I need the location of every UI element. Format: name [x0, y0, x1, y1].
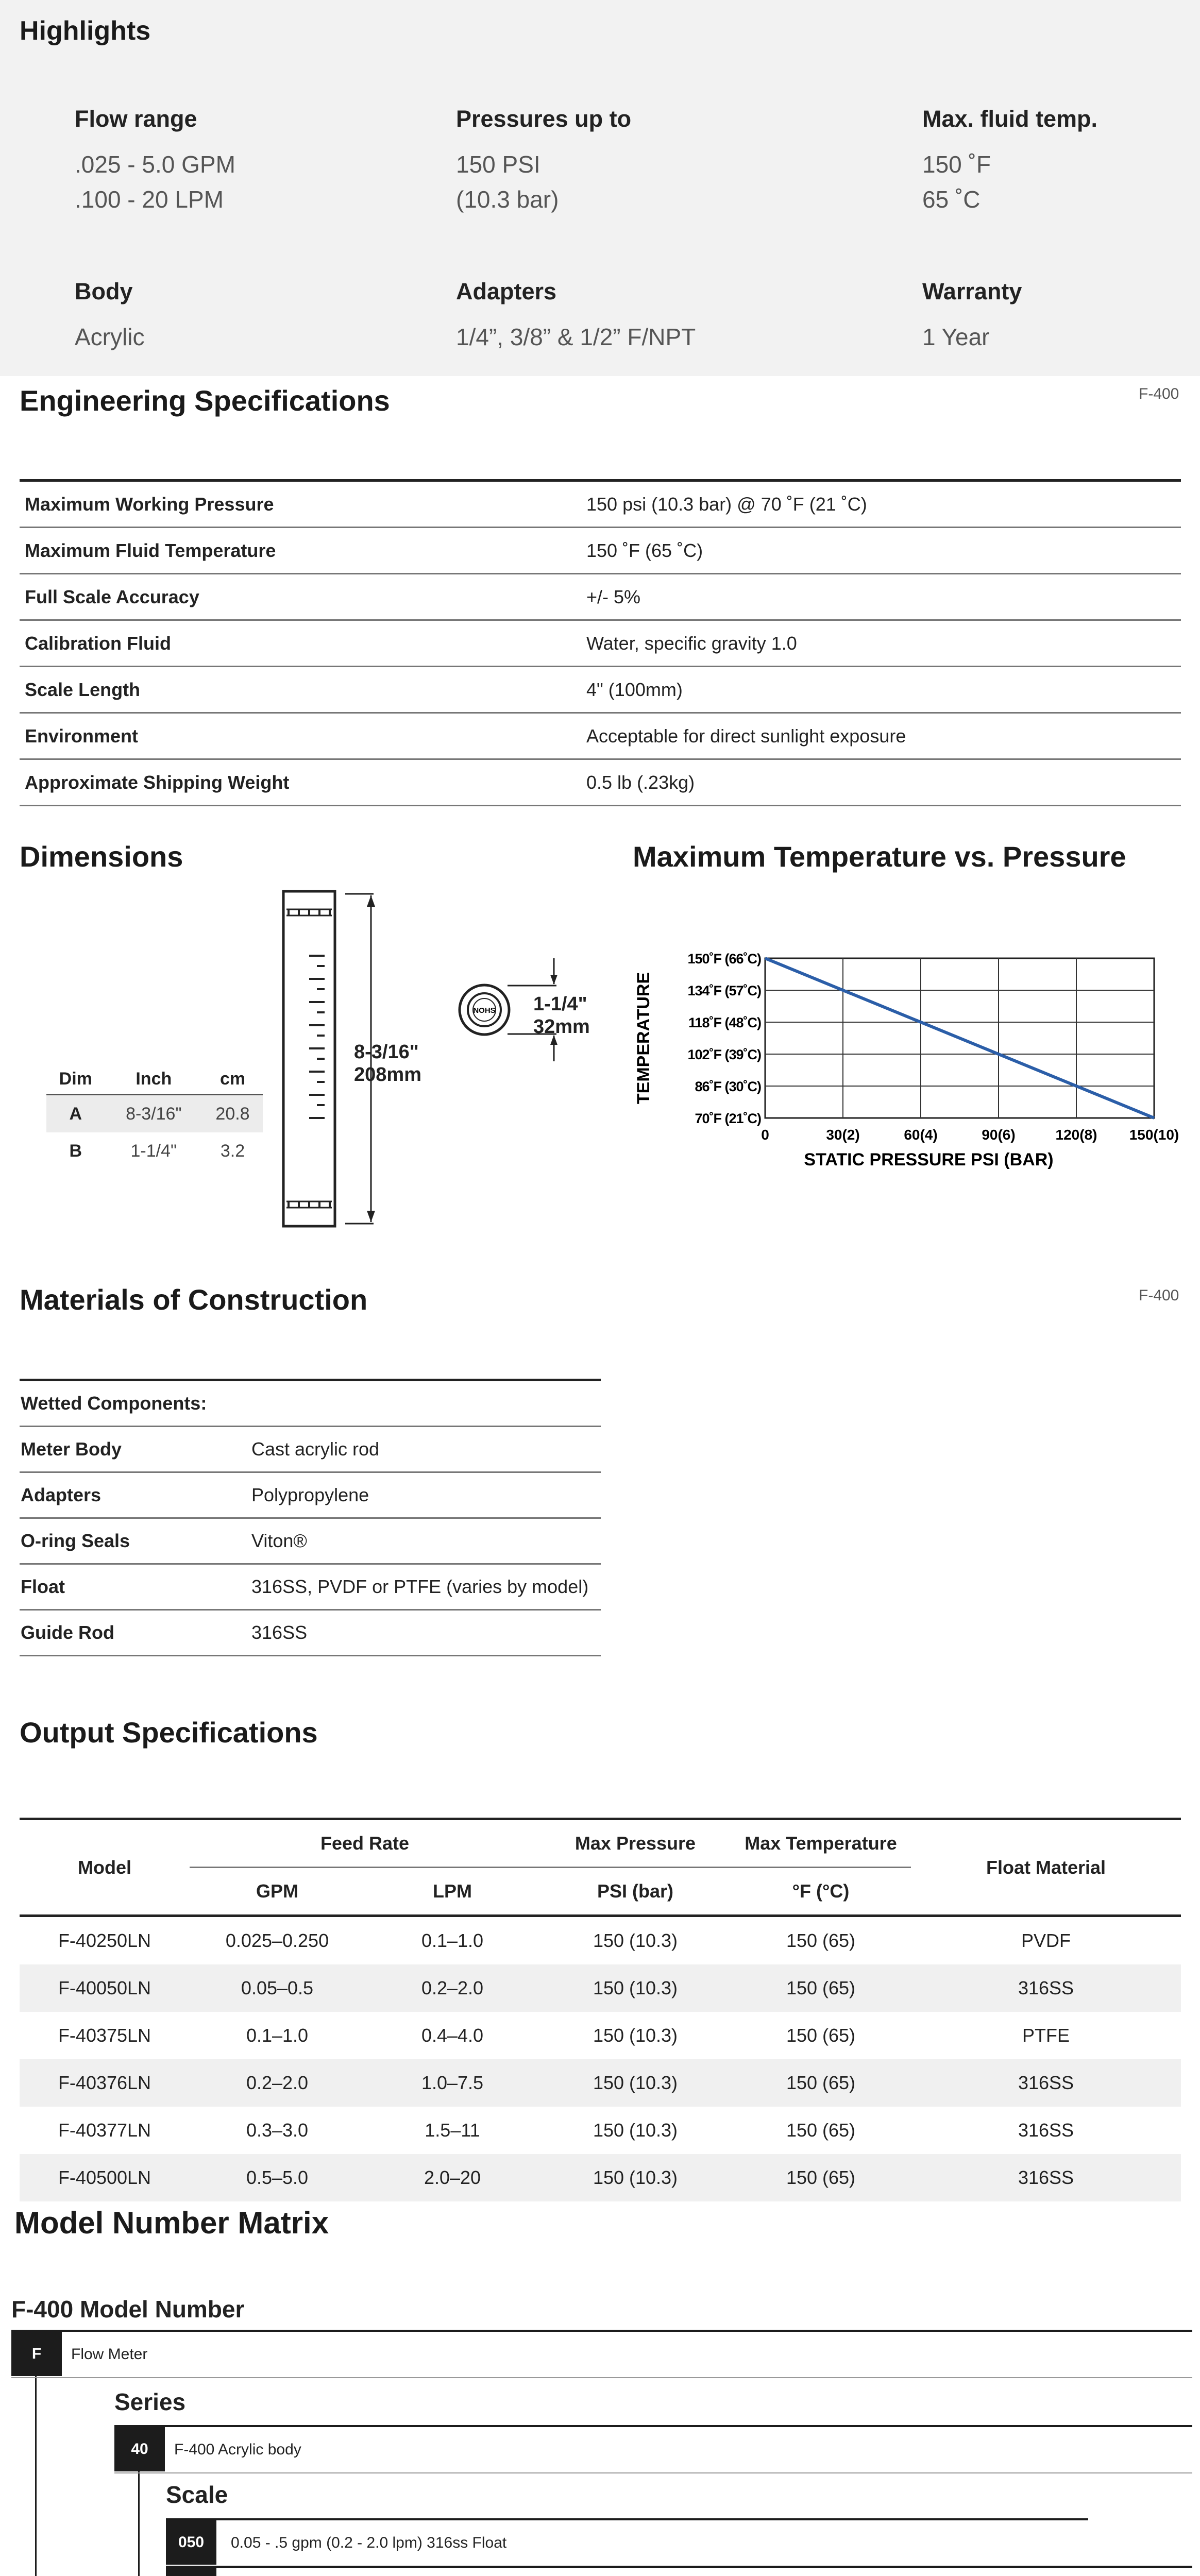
pressure-cell: 150 (10.3)	[593, 2025, 678, 2046]
y-tick-label: 134˚F (57˚C)	[687, 983, 761, 998]
dimensions-table	[46, 1064, 263, 1170]
temp-cell: 150 (65)	[731, 1964, 911, 2012]
float-cell: PVDF	[1021, 1930, 1071, 1951]
cm-cell: 20.8	[202, 1095, 263, 1133]
svg-text:NOHS: NOHS	[473, 1006, 496, 1015]
material-value: 316SS, PVDF or PTFE (varies by model)	[251, 1564, 601, 1610]
connector-line	[138, 2470, 140, 2576]
pressure-label: Pressures up to	[456, 106, 632, 132]
matrix-subtitle: F-400 Model Number	[11, 2296, 245, 2323]
float-cell: 316SS	[1018, 2120, 1074, 2141]
max-temp-label: Max. fluid temp.	[922, 106, 1098, 132]
warranty-label: Warranty	[922, 278, 1022, 304]
cm-cell: 3.2	[220, 1141, 245, 1161]
engineering-table	[20, 482, 1181, 806]
f-code-box: F	[11, 2332, 62, 2376]
model-cell: F-40377LN	[58, 2120, 151, 2141]
y-tick-label: 102˚F (39˚C)	[687, 1047, 761, 1062]
scale-code-box	[166, 2568, 216, 2576]
spec-value: 4" (100mm)	[586, 667, 1181, 713]
output-title: Output Specifications	[20, 1716, 318, 1749]
table-row	[20, 574, 1181, 620]
table-row	[20, 1916, 1181, 1965]
material-value: Viton®	[251, 1518, 601, 1564]
dim-cell: A	[46, 1095, 105, 1133]
flow-range-lpm: .100 - 20 LPM	[75, 186, 224, 213]
lpm-cell: 0.1–1.0	[421, 1930, 484, 1951]
scale-ticks	[289, 909, 330, 1208]
table-row	[20, 713, 1181, 759]
series-code-box: 40	[114, 2427, 165, 2471]
series-title: Series	[114, 2388, 186, 2415]
diameter-dimension-label	[533, 993, 590, 1038]
row-rule	[11, 2330, 1192, 2378]
pressure-cell: 150 (10.3)	[593, 2120, 678, 2141]
table-row	[20, 2059, 1181, 2107]
table-row	[46, 1095, 263, 1133]
materials-table	[20, 1381, 601, 1656]
pressure-cell: 150 (10.3)	[540, 2059, 731, 2107]
float-material-header: Float Material	[986, 1856, 1106, 1878]
material-key: Float	[20, 1564, 251, 1610]
max-temp-c: 65 ˚C	[922, 186, 981, 213]
scale-title: Scale	[166, 2481, 228, 2508]
adapters-label: Adapters	[456, 278, 557, 304]
series-text: F-400 Acrylic body	[174, 2441, 301, 2458]
float-cell: PTFE	[1022, 2025, 1070, 2046]
pressure-bar: (10.3 bar)	[456, 186, 559, 213]
inch-cell: 8-3/16"	[105, 1095, 202, 1133]
body-label: Body	[75, 278, 133, 304]
spec-value: Water, specific gravity 1.0	[586, 620, 1181, 667]
max-temp-f: 150 ˚F	[922, 151, 991, 178]
table-row	[20, 1518, 601, 1564]
cm-header: cm	[202, 1064, 263, 1095]
model-cell: F-40375LN	[58, 2025, 151, 2046]
table-row	[46, 1132, 263, 1170]
temp-pressure-chart	[618, 933, 1195, 1200]
material-key: O-ring Seals	[20, 1518, 251, 1564]
x-tick-label: 0	[761, 1127, 769, 1143]
lpm-cell: 1.0–7.5	[365, 2059, 540, 2107]
flow-range-label: Flow range	[75, 106, 197, 132]
pressure-cell: 150 (10.3)	[540, 1964, 731, 2012]
psi-header: PSI (bar)	[597, 1880, 674, 1902]
spec-value: 150 psi (10.3 bar) @ 70 ˚F (21 ˚C)	[586, 482, 1181, 528]
x-axis-label: STATIC PRESSURE PSI (BAR)	[804, 1150, 1054, 1170]
table-row	[20, 2154, 1181, 2201]
y-axis-label: TEMPERATURE	[634, 972, 653, 1105]
wetted-components-heading: Wetted Components:	[20, 1381, 601, 1427]
warranty-value: 1 Year	[922, 324, 990, 350]
output-table	[20, 1820, 1181, 2201]
max-temp-header: Max Temperature	[731, 1820, 911, 1868]
inch-cell: 1-1/4"	[130, 1141, 177, 1161]
meter-body-outline	[283, 891, 335, 1226]
material-value: Cast acrylic rod	[251, 1427, 601, 1472]
model-cell: F-40050LN	[20, 1964, 190, 2012]
connector-line	[35, 2375, 37, 2576]
gpm-cell: 0.2–2.0	[190, 2059, 365, 2107]
x-tick-label: 60(4)	[904, 1127, 938, 1143]
spec-key: Approximate Shipping Weight	[20, 759, 586, 806]
lpm-cell: 1.5–11	[425, 2120, 480, 2141]
spec-key: Maximum Fluid Temperature	[20, 528, 586, 574]
highlights-title: Highlights	[20, 16, 151, 46]
lpm-cell: 0.2–2.0	[365, 1964, 540, 2012]
adapters-value: 1/4”, 3/8” & 1/2” F/NPT	[456, 324, 696, 350]
dimensions-title: Dimensions	[20, 840, 183, 873]
temp-cell: 150 (65)	[731, 2154, 911, 2201]
y-tick-label: 150˚F (66˚C)	[687, 951, 761, 967]
body-value: Acrylic	[75, 324, 145, 350]
table-row	[20, 1610, 601, 1656]
material-key: Guide Rod	[20, 1610, 251, 1656]
gpm-header: GPM	[256, 1880, 298, 1902]
spec-value: 150 ˚F (65 ˚C)	[586, 528, 1181, 574]
dim-cell: B	[69, 1141, 82, 1161]
y-tick-label: 70˚F (21˚C)	[695, 1111, 761, 1126]
materials-model-code: F-400	[1139, 1287, 1179, 1304]
spec-key: Scale Length	[20, 667, 586, 713]
diameter-inches: 1-1/4"	[533, 993, 587, 1015]
table-row	[20, 620, 1181, 667]
float-cell: 316SS	[911, 2059, 1181, 2107]
materials-title: Materials of Construction	[20, 1283, 368, 1316]
pressure-cell: 150 (10.3)	[593, 1930, 678, 1951]
spec-key: Calibration Fluid	[20, 620, 586, 667]
flowmeter-drawing	[268, 886, 598, 1236]
x-tick-label: 120(8)	[1055, 1127, 1097, 1143]
scale-code-box: 050	[166, 2520, 216, 2565]
height-dimension-label	[354, 1041, 421, 1086]
spec-value: +/- 5%	[586, 574, 1181, 620]
lpm-cell: 0.4–4.0	[421, 2025, 484, 2046]
gpm-cell: 0.5–5.0	[190, 2154, 365, 2201]
engineering-title: Engineering Specifications	[20, 384, 390, 417]
y-tick-label: 86˚F (30˚C)	[695, 1079, 761, 1094]
material-key: Adapters	[20, 1472, 251, 1518]
pressure-psi: 150 PSI	[456, 151, 540, 178]
spec-value: Acceptable for direct sunlight exposure	[586, 713, 1181, 759]
temp-cell: 150 (65)	[786, 2025, 856, 2046]
float-cell: 316SS	[911, 2154, 1181, 2201]
inch-header: Inch	[105, 1064, 202, 1095]
height-mm: 208mm	[354, 1064, 421, 1086]
gpm-cell: 0.05–0.5	[190, 1964, 365, 2012]
flow-range-gpm: .025 - 5.0 GPM	[75, 151, 235, 178]
x-tick-label: 90(6)	[982, 1127, 1016, 1143]
table-header-row	[20, 1820, 1181, 1868]
material-value: 316SS	[251, 1610, 601, 1656]
table-row	[20, 2107, 1181, 2154]
scale-text: 0.05 - .5 gpm (0.2 - 2.0 lpm) 316ss Float	[231, 2534, 507, 2551]
temp-cell: 150 (65)	[731, 2059, 911, 2107]
table-row	[20, 528, 1181, 574]
lpm-header: LPM	[433, 1880, 472, 1902]
table-row	[20, 1564, 601, 1610]
spec-key: Full Scale Accuracy	[20, 574, 586, 620]
max-pressure-header: Max Pressure	[540, 1820, 731, 1868]
x-tick-label: 150(10)	[1129, 1127, 1179, 1143]
dim-header: Dim	[46, 1064, 105, 1095]
fc-header: °F (°C)	[792, 1880, 850, 1902]
feed-rate-header: Feed Rate	[190, 1820, 540, 1868]
height-inches: 8-3/16"	[354, 1041, 419, 1063]
table-row	[20, 759, 1181, 806]
pressure-cell: 150 (10.3)	[540, 2154, 731, 2201]
table-header-row	[46, 1064, 263, 1095]
table-row	[20, 1381, 601, 1427]
engineering-model-code: F-400	[1139, 385, 1179, 402]
temp-cell: 150 (65)	[786, 2120, 856, 2141]
material-value: Polypropylene	[251, 1472, 601, 1518]
table-row	[20, 1964, 1181, 2012]
lpm-cell: 2.0–20	[365, 2154, 540, 2201]
f-code-text: Flow Meter	[71, 2346, 148, 2363]
model-cell: F-40376LN	[20, 2059, 190, 2107]
series-line	[765, 958, 1154, 1118]
temp-cell: 150 (65)	[786, 1930, 856, 1951]
gpm-cell: 0.025–0.250	[225, 1930, 329, 1951]
chart-title: Maximum Temperature vs. Pressure	[633, 840, 1126, 873]
model-cell: F-40250LN	[58, 1930, 151, 1951]
table-row	[20, 1472, 601, 1518]
model-cell: F-40500LN	[20, 2154, 190, 2201]
matrix-title: Model Number Matrix	[14, 2206, 329, 2240]
spec-value: 0.5 lb (.23kg)	[586, 759, 1181, 806]
diameter-mm: 32mm	[533, 1016, 590, 1038]
table-row	[20, 2012, 1181, 2059]
row-rule	[166, 2566, 1192, 2576]
model-header: Model	[78, 1856, 131, 1878]
spec-key: Maximum Working Pressure	[20, 482, 586, 528]
gpm-cell: 0.3–3.0	[246, 2120, 309, 2141]
x-tick-label: 30(2)	[826, 1127, 860, 1143]
gpm-cell: 0.1–1.0	[246, 2025, 309, 2046]
table-row	[20, 1427, 601, 1472]
material-key: Meter Body	[20, 1427, 251, 1472]
table-row	[20, 667, 1181, 713]
highlights-panel	[0, 0, 1200, 376]
float-cell: 316SS	[911, 1964, 1181, 2012]
table-row	[20, 482, 1181, 528]
spec-key: Environment	[20, 713, 586, 759]
y-tick-label: 118˚F (48˚C)	[688, 1015, 761, 1030]
